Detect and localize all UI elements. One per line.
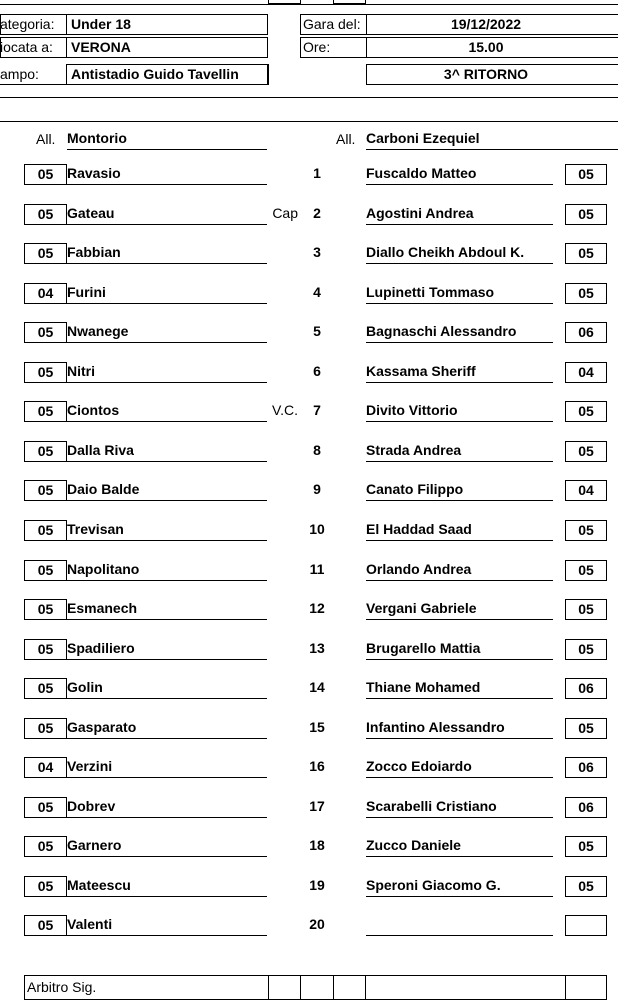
top-border — [0, 4, 618, 5]
away-player-name: Thiane Mohamed — [366, 678, 553, 699]
arbitro-cell — [565, 975, 566, 1000]
home-vote-box: 05 — [24, 362, 67, 383]
home-vote-box: 05 — [24, 322, 67, 343]
away-player-name: Fuscaldo Matteo — [366, 164, 553, 185]
away-player-name: Scarabelli Cristiano — [366, 797, 553, 818]
home-vote-box: 05 — [24, 243, 67, 264]
away-player-name: Infantino Alessandro — [366, 718, 553, 739]
home-player-name: Mateescu — [67, 876, 267, 897]
away-vote-box: 06 — [565, 678, 607, 699]
away-vote-box: 05 — [565, 243, 607, 264]
shirt-number: 5 — [313, 323, 321, 339]
away-vote-box: 05 — [565, 283, 607, 304]
shirt-number: 7 — [313, 402, 321, 418]
away-vote-box: 05 — [565, 401, 607, 422]
home-vote-box: 04 — [24, 757, 67, 778]
home-vote-box: 05 — [24, 480, 67, 501]
home-player-name: Verzini — [67, 757, 267, 778]
away-player-name: Zucco Daniele — [366, 836, 553, 857]
away-player-name: Brugarello Mattia — [366, 639, 553, 660]
away-vote-box: 04 — [565, 480, 607, 501]
away-vote-box: 06 — [565, 757, 607, 778]
away-vote-box: 05 — [565, 718, 607, 739]
shirt-number: 19 — [309, 877, 325, 893]
home-player-name: Fabbian — [67, 243, 267, 264]
shirt-number: 10 — [309, 521, 325, 537]
away-player-name: Speroni Giacomo G. — [366, 876, 553, 897]
home-player-name: Daio Balde — [67, 480, 267, 501]
home-player-name: Golin — [67, 678, 267, 699]
away-player-name: Kassama Sheriff — [366, 362, 553, 383]
divider — [66, 14, 67, 35]
giocata-value: VERONA — [71, 39, 131, 55]
gara-label: Gara del: — [303, 16, 361, 32]
away-vote-box: 05 — [565, 876, 607, 897]
home-player-name: Ravasio — [67, 164, 267, 185]
away-player-name: Lupinetti Tommaso — [366, 283, 553, 304]
shirt-number: 16 — [309, 758, 325, 774]
arbitro-row — [24, 975, 607, 1000]
divider — [66, 37, 67, 58]
shirt-number: 8 — [313, 442, 321, 458]
home-vote-box: 05 — [24, 678, 67, 699]
away-vote-box: 06 — [565, 797, 607, 818]
away-player-name: Agostini Andrea — [366, 204, 553, 225]
away-vote-box: 05 — [565, 164, 607, 185]
ore-label: Ore: — [303, 39, 331, 55]
shirt-number: 9 — [313, 481, 321, 497]
shirt-number: 15 — [309, 719, 325, 735]
away-coach: Carboni Ezequiel — [366, 129, 618, 150]
away-vote-box: 04 — [565, 362, 607, 383]
home-player-name: Gateau — [67, 204, 267, 225]
away-player-name: Vergani Gabriele — [366, 599, 553, 620]
section-divider-1 — [0, 97, 618, 98]
home-vote-box: 05 — [24, 204, 67, 225]
shirt-number: 1 — [313, 165, 321, 181]
home-player-name: Gasparato — [67, 718, 267, 739]
turno-value: 3^ RITORNO — [443, 66, 529, 82]
home-vote-box: 05 — [24, 164, 67, 185]
home-player-name: Trevisan — [67, 520, 267, 541]
away-vote-box: 05 — [565, 560, 607, 581]
away-vote-box: 05 — [565, 599, 607, 620]
arbitro-cell — [333, 975, 366, 1000]
home-player-name: Dalla Riva — [67, 441, 267, 462]
away-vote-box: 05 — [565, 836, 607, 857]
away-vote-box: 05 — [565, 520, 607, 541]
home-coach: Montorio — [67, 129, 267, 150]
shirt-number: 11 — [309, 561, 325, 577]
shirt-number: 4 — [313, 284, 321, 300]
away-player-name: Zocco Edoiardo — [366, 757, 553, 778]
home-all-label: All. — [36, 131, 56, 147]
home-vote-box: 05 — [24, 797, 67, 818]
away-player-name: Orlando Andrea — [366, 560, 553, 581]
home-player-name: Spadiliero — [67, 639, 267, 660]
campo-label: ampo: — [0, 66, 39, 82]
player-role: Cap — [272, 205, 298, 221]
home-vote-box: 05 — [24, 520, 67, 541]
home-vote-box: 05 — [24, 718, 67, 739]
home-vote-box: 04 — [24, 283, 67, 304]
home-player-name: Nwanege — [67, 322, 267, 343]
ore-value: 15.00 — [468, 39, 504, 55]
shirt-number: 12 — [309, 600, 325, 616]
home-player-name: Furini — [67, 283, 267, 304]
campo-value: Antistadio Guido Tavellin — [71, 66, 239, 82]
home-vote-box: 05 — [24, 876, 67, 897]
away-vote-box: 05 — [565, 204, 607, 225]
home-vote-box: 05 — [24, 599, 67, 620]
arbitro-label: Arbitro Sig. — [27, 979, 97, 995]
away-all-label: All. — [336, 131, 356, 147]
home-player-name: Ciontos — [67, 401, 267, 422]
away-player-name — [366, 915, 553, 936]
shirt-number: 18 — [309, 837, 325, 853]
away-player-name: Strada Andrea — [366, 441, 553, 462]
home-vote-box: 05 — [24, 915, 67, 936]
shirt-number: 6 — [313, 363, 321, 379]
away-player-name: Diallo Cheikh Abdoul K. — [366, 243, 553, 264]
home-player-name: Valenti — [67, 915, 267, 936]
home-vote-box: 05 — [24, 836, 67, 857]
away-player-name: Bagnaschi Alessandro — [366, 322, 553, 343]
away-player-name: Divito Vittorio — [366, 401, 553, 422]
away-player-name: Canato Filippo — [366, 480, 553, 501]
home-player-name: Garnero — [67, 836, 267, 857]
arbitro-cell — [268, 975, 301, 1000]
away-vote-box — [565, 915, 607, 936]
giocata-label: iocata a: — [0, 39, 53, 55]
categoria-value: Under 18 — [71, 16, 131, 32]
away-player-name: El Haddad Saad — [366, 520, 553, 541]
away-vote-box: 05 — [565, 639, 607, 660]
shirt-number: 2 — [313, 205, 321, 221]
home-vote-box: 05 — [24, 401, 67, 422]
gara-value: 19/12/2022 — [450, 16, 522, 32]
away-vote-box: 06 — [565, 322, 607, 343]
shirt-number: 13 — [309, 640, 325, 656]
home-vote-box: 05 — [24, 560, 67, 581]
home-player-name: Napolitano — [67, 560, 267, 581]
shirt-number: 20 — [309, 916, 325, 932]
home-player-name: Dobrev — [67, 797, 267, 818]
section-divider-2 — [0, 121, 618, 122]
home-vote-box: 05 — [24, 639, 67, 660]
categoria-label: ategoria: — [0, 16, 55, 32]
shirt-number: 17 — [309, 798, 325, 814]
player-role: V.C. — [272, 402, 298, 418]
home-player-name: Nitri — [67, 362, 267, 383]
shirt-number: 3 — [313, 244, 321, 260]
away-vote-box: 05 — [565, 441, 607, 462]
home-vote-box: 05 — [24, 441, 67, 462]
home-player-name: Esmanech — [67, 599, 267, 620]
shirt-number: 14 — [309, 679, 325, 695]
